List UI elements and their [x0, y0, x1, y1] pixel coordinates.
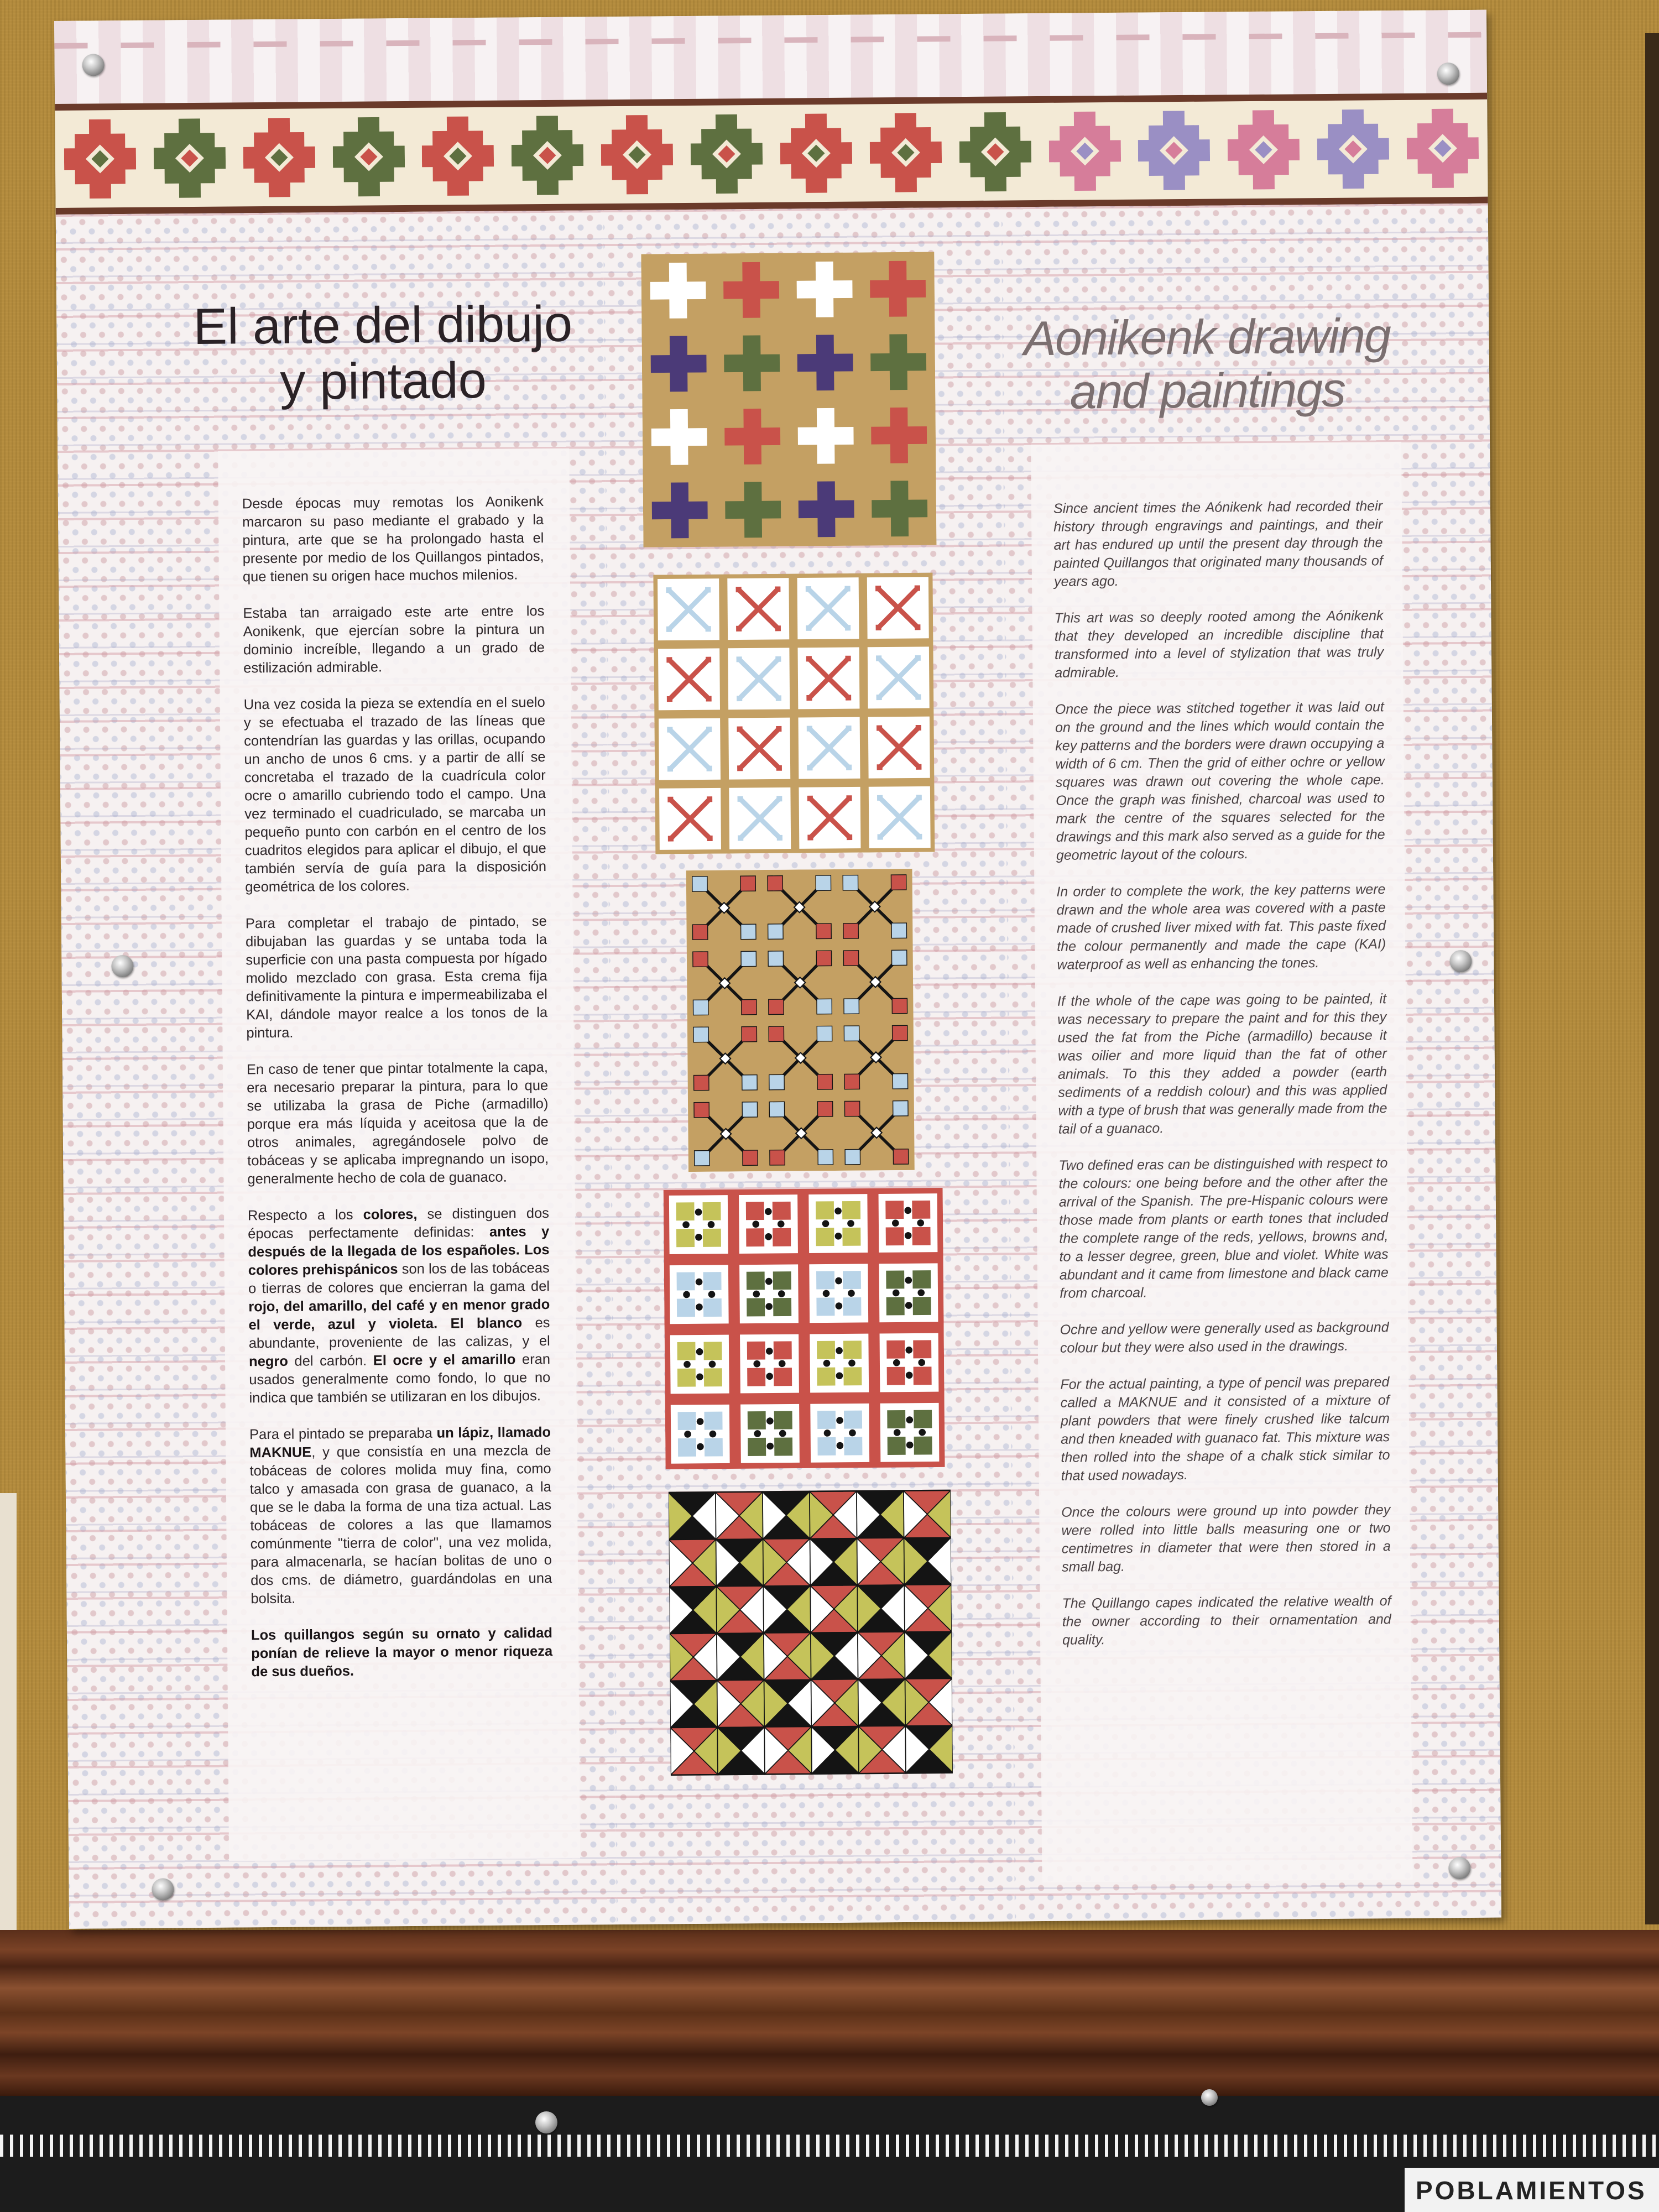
paragraph: This art was so deeply rooted among the Aónikenk that they developed an incredible discipline that transformed into a level of stylization that was truly admirable.: [1054, 608, 1384, 681]
frame-screw: [535, 2111, 557, 2133]
paragraph: Estaba tan arraigado este arte entre los Aonikenk, que ejercían sobre la pintura un dominio increíble, llegando a un grado de estilización admirable.: [243, 603, 545, 676]
frieze-unit: [771, 105, 861, 202]
title-es-line2: y pintado: [280, 352, 487, 410]
paragraph: If the whole of the cape was going to be painted, it was necessary to prepare the paint and for this they used the fat from the Piche (armadillo) because it was oilier and more liquid than the fat of other animals. To this they added a powder (earth sediments of a reddish colour) and this was applied with a type of brush that was generally made from the tail of a guanaco.: [1057, 991, 1387, 1137]
body-text-spanish: [242, 493, 553, 1699]
pattern-tile-dotted-squares: [664, 1186, 945, 1470]
wooden-frame-molding: [0, 1930, 1659, 2096]
frame-screw: [1201, 2089, 1218, 2106]
paragraph-closing: Los quillangos según su ornato y calidad ponían de relieve la mayor o menor riqueza de sus dueños.: [251, 1625, 553, 1680]
paragraph: Two defined eras can be distinguished with respect to the colours: one being before and the other after the arrival of the Spanish. The pre-Hispanic colours were those made from plants or earth tones that included the complete range of the reds, yellows, browns and, to a lesser degree, green, blue and violet. White was abundant and it came from limestone and black came from charcoal.: [1058, 1155, 1389, 1301]
poster-screw: [1449, 950, 1472, 972]
paragraph: For the actual painting, a type of pencil was prepared called a MAKNUE and it consisted of a mixture of plant powders that were finely crushed like talcum and then kneaded with guanaco fat. This mixture was then rolled into the shape of a chalk stick similar to that used nowadays.: [1060, 1374, 1390, 1484]
paragraph-colors: Respecto a los colores, se distinguen dos épocas perfectamente definidas: antes y después de la llegada de los españoles. Los colores prehispánicos son los de las tobáceas o tierras de colores que encierran la gama del rojo, del amarillo, del café y en menor grado el verde, azul y violeta. El blanco es abundante, proveniente de las calizas, y el negro del carbón. El ocre y el amarillo eran usados generalmente como fondo, lo que no indica que también se utilizaran en los dibujos.: [247, 1206, 551, 1406]
poster-screw: [82, 54, 104, 76]
poster-screw: [111, 955, 133, 977]
adjacent-panel-left: [0, 1493, 17, 1930]
frieze-unit: [1219, 101, 1309, 199]
body-text-english: [1053, 497, 1392, 1668]
title-en-line1: Aonikenk drawing: [1023, 308, 1391, 366]
frieze-unit: [1040, 102, 1130, 200]
next-panel: [1405, 2168, 1659, 2212]
frieze-unit: [503, 106, 593, 204]
paragraph: Para completar el trabajo de pintado, se dibujaban las guardas y se untaba toda la superficie con una pasta compuesta por hígado molido mezclado con grasa. Esta crema fija definitivamente la pintura e impermeabilizaba el KAI, dándole mayor realce a los tonos de la pintura.: [245, 914, 548, 1041]
paragraph: Una vez cosida la pieza se extendía en el suelo y se efectuaba el trazado de las líneas que contendrían las guardas y las orillas, ocupando un ancho de unos 6 cms. y a partir de allí se concretaba el trazado de la cuadrícula color ocre o amarillo cubriendo todo el campo. Una vez terminado el cuadriculado, se marcaba un pequeño punto con carbón en el centro de los cuadritos elegidos para aplicar el dibujo, el que también servía de guía para la disposición geométrica de los colores.: [243, 695, 547, 895]
info-poster: [54, 10, 1501, 1929]
poster-screw: [1437, 62, 1459, 85]
frieze-unit: [1129, 101, 1219, 199]
frieze-unit: [324, 108, 414, 206]
title-es-line1: El arte del dibujo: [193, 295, 573, 356]
title-en-line2: and paintings: [1070, 362, 1345, 419]
frieze-unit: [950, 103, 1040, 201]
frieze-unit: [1308, 100, 1398, 198]
pattern-tile-x-grid: [649, 572, 939, 854]
frieze-unit: [681, 105, 771, 203]
paragraph: Desde épocas muy remotas los Aonikenk marcaron su paso mediante el grabado y la pintura, arte que se ha prolongado hasta el presente por medio de los Quillangos pintados, que tienen su origen hace muchos milenios.: [242, 494, 544, 585]
frieze-unit: [234, 108, 324, 206]
paragraph: Ochre and yellow were generally used as background colour but they were also used in the drawings.: [1060, 1319, 1389, 1356]
frieze-unit: [592, 106, 682, 204]
paragraph-maknue: Para el pintado se preparaba un lápiz, llamado MAKNUE, y que consistía en una mezcla de tobáceas de colores molida muy fina, como talco y amasada con grasa de guanaco, a la que se le daba la forma de una tiza actual. Las tobáceas de colores a las que llamamos comúnmente "tierra de color", una vez molida, para almacenarla, se hacían bolitas de uno o dos cms. de diámetro, guardándolas en una bolsita.: [249, 1425, 552, 1607]
pattern-tile-crossed-squares: [658, 868, 942, 1172]
frieze-unit: [413, 107, 503, 205]
stepped-cross-frieze: [55, 93, 1488, 215]
poster-screw: [152, 1878, 174, 1900]
frieze-unit: [55, 110, 145, 208]
paragraph: In order to complete the work, the key patterns were drawn and the whole area was covered with a paste made of crushed liver mixed with fat. This paste fixed the colour permanently and made the cape (KAI) waterproof as well as enhancing the tones.: [1056, 881, 1386, 973]
frieze-unit: [860, 103, 951, 201]
paragraph: Once the piece was stitched together it was laid out on the ground and the lines which would contain the key patterns and the borders were drawn occupying a width of 6 cm. Then the grid of either ochre or yellow squares was drawn out covering the whole cape. Once the graph was finished, charcoal was used to mark the centre of the squares selected for the drawings and this mark also served as a guide for the geometric layout of the colours.: [1055, 699, 1385, 863]
pattern-tile-triangles: [669, 1482, 953, 1783]
paragraph: The Quillango capes indicated the relative wealth of the owner according to their ornamentation and quality.: [1062, 1593, 1391, 1648]
title-spanish: [178, 296, 588, 411]
next-panel-label: POBLAMIENTOS: [1416, 2176, 1647, 2205]
top-textile-band: [54, 10, 1487, 104]
frieze-unit: [1397, 100, 1488, 197]
pattern-tile-crosses: [641, 244, 936, 556]
adjacent-panel-right: [1645, 33, 1659, 1924]
paragraph: Since ancient times the Aónikenk had recorded their history through engravings and paintings, and their art has endured up until the present day through the painted Quillangos that originated many thousands of years ago.: [1053, 498, 1383, 589]
title-english: [1002, 309, 1412, 419]
frieze-unit: [144, 109, 234, 207]
paragraph: En caso de tener que pintar totalmente la capa, era necesario preparar la pintura, para lo que se utilizaba la grasa de Piche (armadillo) porque era más líquida y aceitosa que la de otros animales, agregándosele polvo de tobáceas y se aplicaba impregnando un isopo, generalmente hecho de cola de guanaco.: [246, 1060, 549, 1187]
paragraph: Once the colours were ground up into powder they were rolled into little balls measuring one or two centimetres in diameter that were then stored in a small bag.: [1061, 1502, 1391, 1575]
tick-border: [0, 2135, 1659, 2157]
poster-screw: [1448, 1857, 1470, 1879]
